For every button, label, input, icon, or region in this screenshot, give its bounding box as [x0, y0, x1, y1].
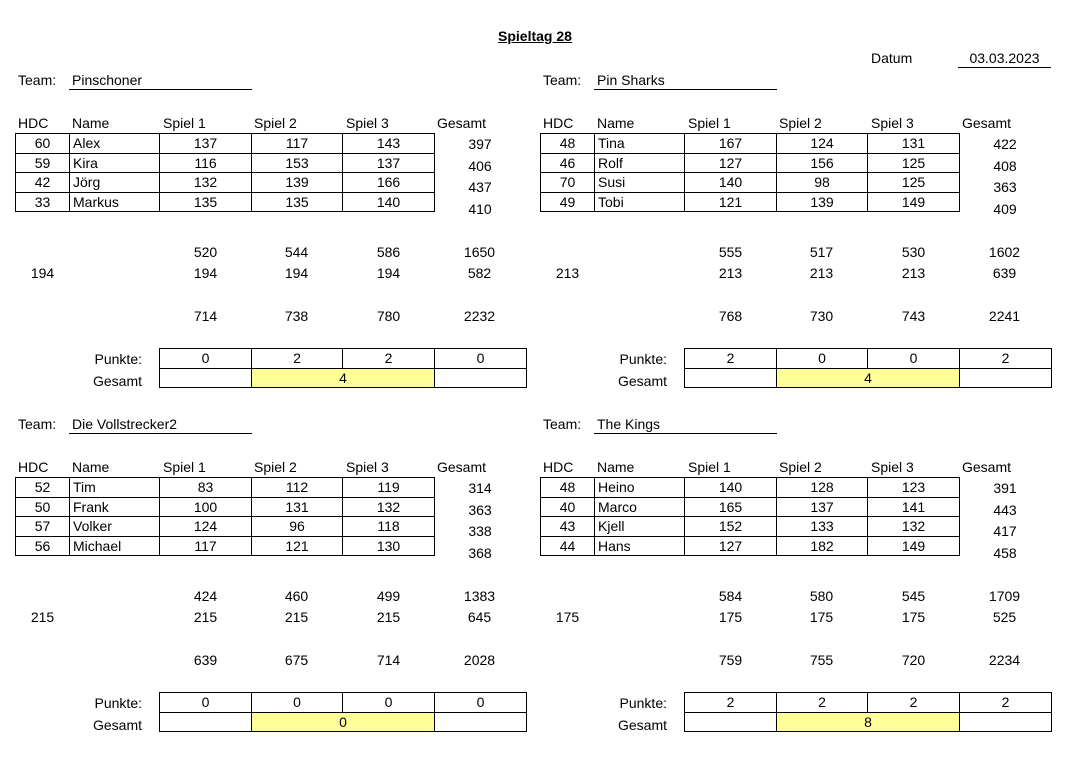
team-name-underline [69, 89, 252, 90]
final-spiel-2: 755 [809, 652, 834, 668]
final-total: 2232 [463, 308, 496, 324]
player-spiel-2: 96 [252, 517, 343, 537]
player-spiel-2: 135 [252, 192, 343, 212]
player-total: 338 [468, 523, 492, 539]
player-total: 397 [468, 136, 492, 152]
player-total: 408 [993, 157, 1017, 174]
sum-spiel-2: 580 [809, 588, 834, 604]
player-spiel-3: 118 [343, 517, 435, 537]
player-spiel-1: 121 [685, 192, 777, 212]
player-spiel-3: 143 [343, 134, 435, 154]
player-hdc: 60 [16, 134, 70, 154]
gesamt-points-value: 4 [777, 368, 960, 388]
header-spiel-1: Spiel 1 [163, 459, 206, 475]
player-total: 368 [468, 544, 492, 561]
player-spiel-1: 83 [160, 478, 252, 498]
header-hdc: HDC [18, 459, 49, 475]
header-gesamt: Gesamt [437, 459, 487, 475]
player-spiel-2: 128 [777, 478, 868, 498]
team-label: Team: [18, 72, 57, 88]
header-hdc: HDC [543, 115, 574, 131]
hdc-row-spiel-1: 215 [193, 609, 218, 625]
punkte-spiel-2: 0 [777, 349, 868, 369]
header-spiel-2: Spiel 2 [779, 459, 822, 475]
final-total: 2028 [463, 652, 496, 668]
gesamt-points-row [160, 712, 527, 732]
player-spiel-3: 149 [868, 192, 960, 212]
team-name: Pinschoner [72, 72, 143, 88]
punkte-spiel-2: 0 [252, 693, 343, 713]
punkte-spiel-1: 0 [160, 349, 252, 369]
hdc-row-total: 645 [467, 609, 492, 625]
player-hdc: 52 [16, 478, 70, 498]
team-label: Team: [18, 416, 57, 432]
punkte-spiel-1: 2 [685, 349, 777, 369]
player-row [541, 478, 960, 498]
sum-spiel-2: 544 [284, 244, 309, 260]
player-total: 391 [993, 480, 1017, 496]
hdc-row-spiel-2: 194 [284, 265, 309, 281]
player-hdc: 46 [541, 153, 595, 173]
hdc-row-total: 525 [992, 609, 1017, 625]
header-spiel-2: Spiel 2 [254, 115, 297, 131]
player-row [16, 153, 435, 173]
player-spiel-2: 117 [252, 134, 343, 154]
gesamt-points-empty-right [960, 712, 1052, 732]
gesamt-points-empty-left [160, 712, 252, 732]
player-name: Kira [70, 153, 160, 173]
player-total: 458 [993, 544, 1017, 561]
final-spiel-1: 639 [193, 652, 218, 668]
player-total: 422 [993, 136, 1017, 152]
sum-spiel-3: 499 [376, 588, 401, 604]
gesamt-points-empty-left [160, 368, 252, 388]
player-spiel-1: 167 [685, 134, 777, 154]
player-hdc: 42 [16, 173, 70, 193]
header-spiel-1: Spiel 1 [688, 115, 731, 131]
hdc-row-spiel-1: 194 [193, 265, 218, 281]
hdc-row-spiel-3: 194 [376, 265, 401, 281]
header-spiel-1: Spiel 1 [688, 459, 731, 475]
player-hdc: 40 [541, 497, 595, 517]
hdc-row-total: 582 [467, 265, 492, 281]
gesamt-points-empty-left [685, 712, 777, 732]
team-name: Die Vollstrecker2 [72, 416, 178, 432]
gesamt-points-empty-right [435, 712, 527, 732]
sum-total: 1709 [988, 588, 1021, 604]
player-spiel-1: 116 [160, 153, 252, 173]
punkte-total: 2 [960, 693, 1052, 713]
player-spiel-3: 149 [868, 536, 960, 556]
player-spiel-1: 137 [160, 134, 252, 154]
final-spiel-2: 730 [809, 308, 834, 324]
header-gesamt: Gesamt [962, 459, 1012, 475]
sum-spiel-2: 517 [809, 244, 834, 260]
header-hdc: HDC [543, 459, 574, 475]
header-gesamt: Gesamt [962, 115, 1012, 131]
final-spiel-1: 759 [718, 652, 743, 668]
sum-total: 1650 [463, 244, 496, 260]
final-spiel-3: 720 [901, 652, 926, 668]
punkte-spiel-1: 2 [685, 693, 777, 713]
sum-spiel-1: 520 [193, 244, 218, 260]
player-spiel-3: 123 [868, 478, 960, 498]
team-name: Pin Sharks [597, 72, 665, 88]
player-spiel-1: 100 [160, 497, 252, 517]
player-total: 363 [993, 179, 1017, 195]
player-name: Marco [595, 497, 685, 517]
gesamt-points-row [685, 712, 1052, 732]
header-spiel-3: Spiel 3 [871, 115, 914, 131]
player-table [15, 133, 435, 212]
player-spiel-2: 131 [252, 497, 343, 517]
hdc-total: 213 [555, 265, 580, 281]
sum-spiel-3: 530 [901, 244, 926, 260]
player-name: Tina [595, 134, 685, 154]
player-hdc: 48 [541, 478, 595, 498]
player-name: Tim [70, 478, 160, 498]
gesamt-points-value: 0 [252, 712, 435, 732]
gesamt-points-empty-left [685, 368, 777, 388]
hdc-row-spiel-1: 213 [718, 265, 743, 281]
player-row [541, 192, 960, 212]
final-spiel-2: 675 [284, 652, 309, 668]
hdc-row-spiel-1: 175 [718, 609, 743, 625]
sum-spiel-3: 545 [901, 588, 926, 604]
hdc-row-spiel-2: 215 [284, 609, 309, 625]
sum-spiel-1: 584 [718, 588, 743, 604]
player-hdc: 33 [16, 192, 70, 212]
team-name: The Kings [597, 416, 661, 432]
datum-label: Datum [871, 50, 913, 66]
header-hdc: HDC [18, 115, 49, 131]
player-spiel-2: 156 [777, 153, 868, 173]
team-label: Team: [543, 416, 582, 432]
hdc-row-spiel-3: 213 [901, 265, 926, 281]
hdc-row-total: 639 [992, 265, 1017, 281]
punkte-spiel-2: 2 [252, 349, 343, 369]
sum-spiel-1: 555 [718, 244, 743, 260]
sum-spiel-1: 424 [193, 588, 218, 604]
header-spiel-3: Spiel 3 [346, 459, 389, 475]
player-spiel-3: 140 [343, 192, 435, 212]
player-total: 409 [993, 200, 1017, 217]
player-name: Tobi [595, 192, 685, 212]
player-hdc: 48 [541, 134, 595, 154]
sum-spiel-2: 460 [284, 588, 309, 604]
player-spiel-1: 132 [160, 173, 252, 193]
gesamt-points-label: Gesamt [92, 717, 142, 733]
hdc-row-spiel-2: 175 [809, 609, 834, 625]
player-hdc: 57 [16, 517, 70, 537]
player-hdc: 70 [541, 173, 595, 193]
player-name: Frank [70, 497, 160, 517]
player-spiel-3: 119 [343, 478, 435, 498]
player-hdc: 50 [16, 497, 70, 517]
player-row [16, 517, 435, 537]
player-spiel-1: 117 [160, 536, 252, 556]
player-spiel-1: 135 [160, 192, 252, 212]
gesamt-points-row [160, 368, 527, 388]
gesamt-points-value: 4 [252, 368, 435, 388]
gesamt-points-label: Gesamt [92, 373, 142, 389]
player-name: Volker [70, 517, 160, 537]
points-table [684, 692, 1052, 732]
final-spiel-3: 780 [376, 308, 401, 324]
hdc-row-spiel-3: 215 [376, 609, 401, 625]
gesamt-points-empty-right [960, 368, 1052, 388]
player-spiel-1: 140 [685, 478, 777, 498]
player-spiel-3: 132 [343, 497, 435, 517]
player-name: Alex [70, 134, 160, 154]
player-spiel-3: 125 [868, 173, 960, 193]
player-spiel-2: 121 [252, 536, 343, 556]
datum-value: 03.03.2023 [969, 50, 1040, 66]
header-name: Name [597, 459, 635, 475]
player-total: 417 [993, 523, 1017, 539]
header-name: Name [597, 115, 635, 131]
points-table [684, 348, 1052, 388]
player-table [15, 477, 435, 556]
hdc-row-spiel-3: 175 [901, 609, 926, 625]
header-spiel-1: Spiel 1 [163, 115, 206, 131]
punkte-total: 2 [960, 349, 1052, 369]
player-total: 363 [468, 501, 492, 518]
player-spiel-3: 131 [868, 134, 960, 154]
player-spiel-3: 137 [343, 153, 435, 173]
points-table [159, 692, 527, 732]
player-name: Susi [595, 173, 685, 193]
team-label: Team: [543, 72, 582, 88]
punkte-row [685, 693, 1052, 713]
header-spiel-3: Spiel 3 [346, 115, 389, 131]
player-row [16, 192, 435, 212]
player-spiel-2: 124 [777, 134, 868, 154]
punkte-spiel-2: 2 [777, 693, 868, 713]
header-gesamt: Gesamt [437, 115, 487, 131]
datum-underline [958, 67, 1051, 68]
player-name: Michael [70, 536, 160, 556]
player-name: Heino [595, 478, 685, 498]
player-spiel-1: 140 [685, 173, 777, 193]
hdc-row-spiel-2: 213 [809, 265, 834, 281]
player-row [16, 134, 435, 154]
header-spiel-3: Spiel 3 [871, 459, 914, 475]
team-name-underline [594, 433, 777, 434]
punkte-row [160, 349, 527, 369]
player-hdc: 59 [16, 153, 70, 173]
player-spiel-2: 112 [252, 478, 343, 498]
player-name: Markus [70, 192, 160, 212]
hdc-total: 175 [555, 609, 580, 625]
player-name: Jörg [70, 173, 160, 193]
final-total: 2234 [988, 652, 1021, 668]
final-total: 2241 [988, 308, 1021, 324]
header-spiel-2: Spiel 2 [254, 459, 297, 475]
gesamt-points-value: 8 [777, 712, 960, 732]
final-spiel-3: 714 [376, 652, 401, 668]
player-name: Hans [595, 536, 685, 556]
punkte-spiel-3: 0 [868, 349, 960, 369]
player-total: 406 [468, 157, 492, 174]
player-spiel-1: 127 [685, 536, 777, 556]
gesamt-points-label: Gesamt [617, 717, 667, 733]
punkte-spiel-3: 0 [343, 693, 435, 713]
player-spiel-3: 130 [343, 536, 435, 556]
player-name: Rolf [595, 153, 685, 173]
player-spiel-2: 139 [252, 173, 343, 193]
player-spiel-2: 139 [777, 192, 868, 212]
punkte-label: Punkte: [619, 351, 667, 367]
player-row [16, 536, 435, 556]
player-row [541, 134, 960, 154]
player-hdc: 44 [541, 536, 595, 556]
player-hdc: 49 [541, 192, 595, 212]
punkte-label: Punkte: [619, 695, 667, 711]
header-name: Name [72, 459, 110, 475]
player-row [541, 536, 960, 556]
punkte-label: Punkte: [94, 351, 142, 367]
player-spiel-2: 98 [777, 173, 868, 193]
punkte-total: 0 [435, 693, 527, 713]
punkte-spiel-3: 2 [868, 693, 960, 713]
player-spiel-3: 132 [868, 517, 960, 537]
final-spiel-3: 743 [901, 308, 926, 324]
player-spiel-2: 182 [777, 536, 868, 556]
punkte-label: Punkte: [94, 695, 142, 711]
player-row [541, 153, 960, 173]
hdc-total: 215 [30, 609, 55, 625]
player-spiel-1: 152 [685, 517, 777, 537]
header-name: Name [72, 115, 110, 131]
gesamt-points-label: Gesamt [617, 373, 667, 389]
final-spiel-1: 768 [718, 308, 743, 324]
punkte-total: 0 [435, 349, 527, 369]
points-table [159, 348, 527, 388]
punkte-spiel-1: 0 [160, 693, 252, 713]
player-total: 410 [468, 200, 492, 217]
final-spiel-1: 714 [193, 308, 218, 324]
page-title: Spieltag 28 [498, 28, 572, 44]
player-spiel-1: 124 [160, 517, 252, 537]
gesamt-points-empty-right [435, 368, 527, 388]
player-total: 437 [468, 179, 492, 195]
player-row [541, 517, 960, 537]
player-table [540, 477, 960, 556]
player-spiel-2: 133 [777, 517, 868, 537]
player-name: Kjell [595, 517, 685, 537]
player-total: 314 [468, 480, 492, 496]
player-spiel-1: 127 [685, 153, 777, 173]
hdc-total: 194 [30, 265, 55, 281]
player-hdc: 56 [16, 536, 70, 556]
header-spiel-2: Spiel 2 [779, 115, 822, 131]
sum-spiel-3: 586 [376, 244, 401, 260]
player-row [541, 173, 960, 193]
player-row [541, 497, 960, 517]
player-spiel-3: 125 [868, 153, 960, 173]
team-name-underline [594, 89, 777, 90]
sum-total: 1602 [988, 244, 1021, 260]
team-name-underline [69, 433, 252, 434]
player-hdc: 43 [541, 517, 595, 537]
player-row [16, 173, 435, 193]
player-row [16, 478, 435, 498]
player-spiel-3: 166 [343, 173, 435, 193]
player-spiel-1: 165 [685, 497, 777, 517]
punkte-row [685, 349, 1052, 369]
punkte-spiel-3: 2 [343, 349, 435, 369]
player-spiel-2: 137 [777, 497, 868, 517]
player-spiel-3: 141 [868, 497, 960, 517]
gesamt-points-row [685, 368, 1052, 388]
punkte-row [160, 693, 527, 713]
sum-total: 1383 [463, 588, 496, 604]
player-total: 443 [993, 501, 1017, 518]
player-table [540, 133, 960, 212]
player-row [16, 497, 435, 517]
final-spiel-2: 738 [284, 308, 309, 324]
player-spiel-2: 153 [252, 153, 343, 173]
